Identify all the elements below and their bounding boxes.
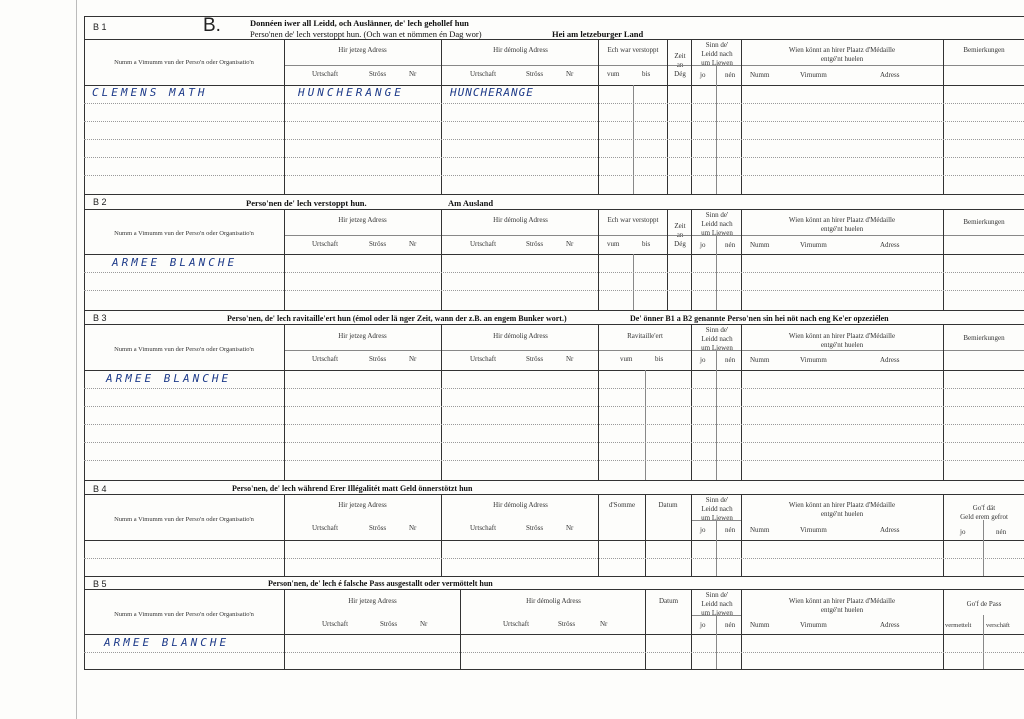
- b3-id: B 3: [93, 313, 107, 323]
- b3-vline-6: [691, 324, 692, 480]
- b2-row-line: [84, 290, 1024, 291]
- b4-row-line: [84, 558, 1024, 559]
- b1-title-right: Hei am letzeburger Land: [552, 29, 644, 39]
- b1-entry-name: CLEMENS MATH: [92, 86, 208, 99]
- b3-col-mvinumm: Virnumm: [800, 356, 827, 364]
- top-border: [84, 16, 1024, 17]
- b1-entry-curr-addr: HUNCHERANGE: [298, 86, 404, 99]
- b4-id: B 4: [93, 484, 107, 494]
- b2-header-rule: [84, 254, 1024, 255]
- b5-header-rule: [84, 634, 1024, 635]
- b1-id: B 1: [93, 22, 107, 32]
- b3-end-rule: [84, 480, 1024, 481]
- b3-entry-name: ARMEE BLANCHE: [106, 372, 232, 385]
- b4-col-sinn1: Sinn de': [705, 496, 729, 504]
- b3-col-sinn2: Leidd nach: [701, 335, 733, 343]
- b2-col-vum: vum: [607, 240, 620, 248]
- b4-vline-8: [741, 494, 742, 576]
- b2-col-madress: Adress: [880, 241, 900, 249]
- b4-vline-10: [983, 520, 984, 576]
- form-mark: B.: [203, 15, 221, 36]
- b5-sub-rule: [692, 615, 742, 616]
- b1-sub-rule: [285, 65, 1024, 66]
- b2-title: Perso'nen de' lech verstoppt hun.: [246, 198, 367, 208]
- b5-col-prev: Hir démolig Adress: [526, 597, 581, 605]
- b2-col-medal1: Wien könnt an hirer Plaatz d'Médaille: [788, 216, 896, 224]
- b1-col-str: Ströss: [369, 70, 387, 78]
- b3-col-curr: Hir jetzeg Adress: [338, 332, 387, 340]
- b2-col-zeit2: an: [676, 231, 684, 239]
- b1-row-line: [84, 103, 1024, 104]
- b4-col-geld2: Geld erem gefrot: [960, 513, 1008, 521]
- b2-col-bis: bis: [642, 240, 651, 248]
- b5-col-name: Numm a Vimumm vun der Perso'n oder Organisatio'n: [114, 611, 254, 618]
- b3-vline-4: [645, 370, 646, 480]
- b1-row-line: [84, 139, 1024, 140]
- b1-col-urt2: Urtschaft: [470, 70, 497, 78]
- b2-vline-6: [691, 209, 692, 310]
- b1-col-bis: bis: [642, 70, 651, 78]
- b1-col-mnumm: Numm: [750, 71, 770, 79]
- b3-col-sinn3: um Liewen: [701, 344, 733, 352]
- b2-col-mnumm: Numm: [750, 241, 770, 249]
- b2-col-jo: jo: [700, 241, 706, 249]
- b5-entry-name: ARMEE BLANCHE: [104, 636, 230, 649]
- b1-col-vum: vum: [607, 70, 620, 78]
- b1-col-sinn2: Leidd nach: [701, 50, 733, 58]
- b2-end-rule: [84, 310, 1024, 311]
- b4-col-medal2: entgé'nt huelen: [820, 510, 864, 518]
- b1-title-line2: Perso'nen de' lech verstoppt hun. (Och wan et nömmen én Dag wor): [250, 29, 482, 39]
- b2-col-prev: Hir démolig Adress: [493, 216, 548, 224]
- b2-vline-1: [284, 209, 285, 310]
- b2-col-str2: Ströss: [526, 240, 544, 248]
- b4-col-jo: jo: [700, 526, 706, 534]
- b2-vline-9: [943, 209, 944, 310]
- b1-row-line: [84, 175, 1024, 176]
- b3-col-bis: bis: [655, 355, 664, 363]
- b2-title-right: Am Ausland: [448, 198, 494, 208]
- b4-col-urt: Urtschaft: [312, 524, 339, 532]
- b3-col-nr2: Nr: [566, 355, 574, 363]
- b1-vline-1: [284, 39, 285, 194]
- b4-vline-4: [645, 494, 646, 576]
- b1-col-zeit1: Zeit: [674, 52, 686, 60]
- b5-vline-2: [460, 589, 461, 669]
- b1-col-remarks: Bemierkungen: [963, 46, 1005, 54]
- b3-col-prev: Hir démolig Adress: [493, 332, 548, 340]
- b4-vline-9: [943, 494, 944, 576]
- b1-vline-8: [741, 39, 742, 194]
- b1-col-madress: Adress: [880, 71, 900, 79]
- b3-row-line: [84, 406, 1024, 407]
- b1-vline-9: [943, 39, 944, 194]
- b4-col-geld1: Go'f dät: [972, 504, 996, 512]
- b1-col-sinn1: Sinn de': [705, 41, 729, 49]
- b4-vline-7: [716, 520, 717, 576]
- b4-col-str2: Ströss: [526, 524, 544, 532]
- b5-col-urt: Urtschaft: [322, 620, 349, 628]
- b4-sub-rule: [692, 520, 742, 521]
- b2-id: B 2: [93, 197, 107, 207]
- b5-col-sinn1: Sinn de': [705, 591, 729, 599]
- b4-col-madress: Adress: [880, 526, 900, 534]
- b4-col-medal1: Wien könnt an hirer Plaatz d'Médaille: [788, 501, 896, 509]
- b2-entry-name: ARMEE BLANCHE: [112, 256, 238, 269]
- b5-col-str: Ströss: [380, 620, 398, 628]
- b2-vline-2: [441, 209, 442, 310]
- b2-col-name: Numm a Vimumm vun der Perso'n oder Organisatio'n: [114, 230, 254, 237]
- b5-vline-10: [983, 615, 984, 669]
- b5-title: Person'nen, de' lech é falsche Pass ausgestallt oder vermöttelt hun: [268, 579, 493, 588]
- b2-row-line: [84, 272, 1024, 273]
- b2-col-sinn3: um Liewen: [701, 229, 733, 237]
- b5-row-line: [84, 652, 1024, 653]
- b5-col-vermettelt: vermettelt: [945, 622, 972, 629]
- b3-row-line: [84, 460, 1024, 461]
- b5-col-urt2: Urtschaft: [503, 620, 530, 628]
- b1-col-zeit3: Dég: [674, 70, 686, 78]
- b4-col-name: Numm a Vimumm vun der Perso'n oder Organisatio'n: [114, 516, 254, 523]
- b3-sub-rule: [285, 350, 1024, 351]
- b4-title-rule: [84, 494, 1024, 495]
- b3-vline-1: [284, 324, 285, 480]
- b3-col-madress: Adress: [880, 356, 900, 364]
- b2-col-mvinumm: Virnumm: [800, 241, 827, 249]
- b1-col-hid: Ech war verstoppt: [607, 46, 659, 54]
- b3-col-mnumm: Numm: [750, 356, 770, 364]
- b3-col-supplied: Ravitaille'ert: [627, 332, 663, 340]
- b1-header-rule: [84, 85, 1024, 86]
- b5-col-medal1: Wien könnt an hirer Plaatz d'Médaille: [788, 597, 896, 605]
- b2-col-zeit1: Zeit: [674, 222, 686, 230]
- b1-col-medal2: entgé'nt huelen: [820, 55, 864, 63]
- b3-title: Perso'nen, de' lech ravitaille'ert hun (émol oder lä nger Zeit, wann der z.B. an engem Bunker wort.): [227, 314, 567, 323]
- b5-col-mvinumm: Virnumm: [800, 621, 827, 629]
- b1-title-rule: [84, 39, 1024, 40]
- b5-vline-3: [645, 589, 646, 669]
- b5-id: B 5: [93, 579, 107, 589]
- b4-header-rule: [84, 540, 1024, 541]
- b2-col-curr: Hir jetzeg Adress: [338, 216, 387, 224]
- b5-col-nr2: Nr: [600, 620, 608, 628]
- b1-col-nen: nén: [725, 71, 736, 79]
- b1-vline-5: [667, 39, 668, 194]
- b3-col-name: Numm a Vimumm vun der Perso'n oder Organisatio'n: [114, 346, 254, 353]
- b5-vline-8: [741, 589, 742, 669]
- b1-row-line: [84, 121, 1024, 122]
- b4-col-mvinumm: Virnumm: [800, 526, 827, 534]
- b1-vline-2: [441, 39, 442, 194]
- b2-col-nr2: Nr: [566, 240, 574, 248]
- b2-col-sinn2: Leidd nach: [701, 220, 733, 228]
- b3-col-remarks: Bemierkungen: [963, 334, 1005, 342]
- b2-vline-4: [633, 254, 634, 310]
- b4-vline-6: [691, 494, 692, 576]
- b5-col-curr: Hir jetzeg Adress: [348, 597, 397, 605]
- b4-col-nr2: Nr: [566, 524, 574, 532]
- b3-vline-2: [441, 324, 442, 480]
- b1-col-sinn3: um Liewen: [701, 59, 733, 67]
- b1-col-nr: Nr: [409, 70, 417, 78]
- b5-col-verschaft: verschäft: [986, 622, 1010, 629]
- b4-col-nen: nén: [725, 526, 736, 534]
- b5-col-jo: jo: [700, 621, 706, 629]
- b3-col-medal1: Wien könnt an hirer Plaatz d'Médaille: [788, 332, 896, 340]
- b4-vline-2: [441, 494, 442, 576]
- b1-col-nr2: Nr: [566, 70, 574, 78]
- b5-col-pass: Go'f de Pass: [966, 600, 1002, 608]
- b3-header-rule: [84, 370, 1024, 371]
- b2-vline-5: [667, 209, 668, 310]
- b4-col-nr: Nr: [409, 524, 417, 532]
- b1-col-name: Numm a Vimumm vun der Perso'n oder Organisatio'n: [114, 59, 254, 66]
- b4-col-curr: Hir jetzeg Adress: [338, 501, 387, 509]
- b3-col-vum: vum: [620, 355, 633, 363]
- b4-col-amount: d'Somme: [608, 501, 636, 509]
- b3-col-jo: jo: [700, 356, 706, 364]
- b1-col-mvinumm: Virnumm: [800, 71, 827, 79]
- b3-row-line: [84, 442, 1024, 443]
- b4-vline-1: [284, 494, 285, 576]
- b3-col-medal2: entgé'nt huelen: [820, 341, 864, 349]
- b3-row-line: [84, 388, 1024, 389]
- b5-vline-7: [716, 615, 717, 669]
- b2-col-remarks: Bemierkungen: [963, 218, 1005, 226]
- b1-col-medal1: Wien könnt an hirer Plaatz d'Médaille: [788, 46, 896, 54]
- left-border: [84, 16, 85, 670]
- b1-title-line1: Donnéen iwer all Leidd, och Auslänner, de' lech gehollef hun: [250, 18, 469, 28]
- b5-col-mnumm: Numm: [750, 621, 770, 629]
- b1-vline-3: [598, 39, 599, 194]
- b3-row-line: [84, 424, 1024, 425]
- b1-col-prev: Hir démolig Adress: [493, 46, 548, 54]
- b1-col-zeit2: an: [676, 61, 684, 69]
- b5-title-rule: [84, 589, 1024, 590]
- b5-vline-6: [691, 589, 692, 669]
- b5-vline-1: [284, 589, 285, 669]
- b5-col-madress: Adress: [880, 621, 900, 629]
- b5-col-sinn3: um Liewen: [701, 609, 733, 617]
- b4-vline-3: [598, 494, 599, 576]
- b3-vline-9: [943, 324, 944, 480]
- b4-col-geld-nen: nén: [996, 528, 1007, 536]
- b2-col-urt2: Urtschaft: [470, 240, 497, 248]
- b5-vline-9: [943, 589, 944, 669]
- b3-col-str2: Ströss: [526, 355, 544, 363]
- b5-col-nen: nén: [725, 621, 736, 629]
- b2-col-nr: Nr: [409, 240, 417, 248]
- b1-col-str2: Ströss: [526, 70, 544, 78]
- b1-entry-prev-addr: HUNCHERANGE: [450, 86, 534, 99]
- b4-col-str: Ströss: [369, 524, 387, 532]
- b4-col-urt2: Urtschaft: [470, 524, 497, 532]
- b1-vline-6: [691, 39, 692, 194]
- b2-col-hid: Ech war verstoppt: [607, 216, 659, 224]
- b1-row-line: [84, 157, 1024, 158]
- b2-col-sinn1: Sinn de': [705, 211, 729, 219]
- b1-col-urt: Urtschaft: [312, 70, 339, 78]
- page-edge: [76, 0, 77, 719]
- b2-vline-8: [741, 209, 742, 310]
- b5-col-sinn2: Leidd nach: [701, 600, 733, 608]
- b3-col-str: Ströss: [369, 355, 387, 363]
- bottom-border: [84, 669, 1024, 670]
- b2-vline-3: [598, 209, 599, 310]
- b2-title-rule: [84, 209, 1024, 210]
- b2-col-str: Ströss: [369, 240, 387, 248]
- b4-col-datum: Datum: [658, 501, 678, 509]
- b3-vline-8: [741, 324, 742, 480]
- b2-col-zeit3: Dég: [674, 240, 686, 248]
- b1-col-jo: jo: [700, 71, 706, 79]
- b4-col-sinn3: um Liewen: [701, 514, 733, 522]
- b4-col-geld-jo: jo: [960, 528, 966, 536]
- b3-col-urt: Urtschaft: [312, 355, 339, 363]
- b3-vline-3: [598, 324, 599, 480]
- b2-col-urt: Urtschaft: [312, 240, 339, 248]
- b1-end-rule: [84, 194, 1024, 195]
- b4-title: Perso'nen, de' lech während Erer Illégalitét matt Geld önnerstötzt hun: [232, 484, 473, 493]
- b4-col-prev: Hir démolig Adress: [493, 501, 548, 509]
- b2-col-nen: nén: [725, 241, 736, 249]
- b3-title-rule: [84, 324, 1024, 325]
- b5-col-medal2: entgé'nt huelen: [820, 606, 864, 614]
- b5-col-nr: Nr: [420, 620, 428, 628]
- b5-col-datum: Datum: [658, 597, 679, 605]
- b3-title-right: De' önner B1 a B2 genannte Perso'nen sin hei nöt nach eng Ke'er opzeziélen: [630, 314, 889, 323]
- b2-sub-rule: [285, 235, 1024, 236]
- b3-col-urt2: Urtschaft: [470, 355, 497, 363]
- b4-col-mnumm: Numm: [750, 526, 770, 534]
- b4-col-sinn2: Leidd nach: [701, 505, 733, 513]
- b5-col-str2: Ströss: [558, 620, 576, 628]
- b3-col-sinn1: Sinn de': [705, 326, 729, 334]
- b2-col-medal2: entgé'nt huelen: [820, 225, 864, 233]
- b3-col-nen: nén: [725, 356, 736, 364]
- b4-end-rule: [84, 576, 1024, 577]
- b3-col-nr: Nr: [409, 355, 417, 363]
- b1-col-curr: Hir jetzeg Adress: [338, 46, 387, 54]
